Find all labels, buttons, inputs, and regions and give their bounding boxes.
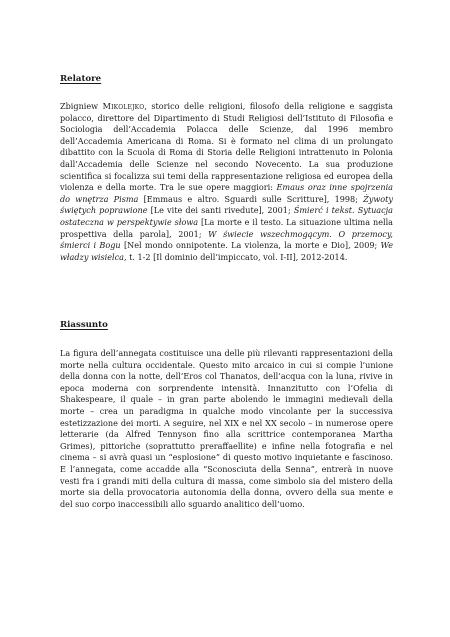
bio-text: , storico delle religioni, filosofo della religione e saggista polacco, direttore del Dipartimento di Studi Religiosi dell’Istituto di Filosofia e Sociologia dell’Accademia Polacca delle Scienze, dal 1996 membro dell’Accademia Americana di Roma. Si è formato nel clima di un prolungato dibattito con la Scuola di Roma di Storia delle Religioni intrattenuto in Polonia dall’Accademia delle Scienze nel secondo Novecento. La sua produzione scientifica si focalizza sui temi della rappresentazione religiosa ed europea della violenza e della morte. Tra le sue opere maggiori: [60, 101, 394, 193]
work-translation: [Nel mondo onnipotente. La violenza, la morte e Dio], 2009; [120, 240, 381, 251]
work-translation: , t. 1-2 [Il dominio dell’impiccato, vol. I-II], 2012-2014. [123, 251, 348, 262]
author-surname: Mikolejko [102, 101, 145, 111]
work-title: We władzy wisielca [60, 240, 393, 262]
work-title: Żywoty świętych poprawione [60, 193, 393, 216]
relatore-heading: Relatore [60, 74, 102, 84]
relatore-bio [60, 101, 393, 263]
work-translation: [Emmaus e altro. Sguardi sulle Scritture], 1998; [138, 193, 364, 204]
work-title: W świecie wszechmogącym. O przemocy, śmierci i Bogu [60, 228, 393, 251]
work-title: Śmierć i tekst. Sytuacja ostateczna w perspektywie słowa [60, 205, 393, 227]
work-title: Emaus oraz inne spojrzenia do wnętrza Pisma [60, 182, 393, 204]
riassunto-heading: Riassunto [60, 320, 108, 330]
work-translation: [Le vite dei santi rivedute], 2001; [147, 205, 294, 216]
author-first-name: Zbigniew [60, 101, 103, 111]
work-translation: [La morte e il testo. La situazione ultima nella prospettiva della parola], 2001; [60, 216, 393, 239]
riassunto-text: La figura dell’annegata costituisce una delle più rilevanti rappresentazioni della morte nella cultura occidentale. Questo mito arcaico in cui si compie l’unione della donna con la notte, dell’Eros col Thanatos, dell’acqua con la luna, rivive in epoca moderna con sorprendente intensità. Innanzitutto con l’Ofelia di Shakespeare, il quale – in gran parte abolendo le immagini medievali della morte – crea un paradigma in qualche modo vincolante per la successiva estetizzazione dei morti. A seguire, nel XIX e nel XX secolo – in numerose opere letterarie (da Alfred Tennyson fino alla scrittrice contemporanea Martha Grimes), pittoriche (soprattutto preraffaellite) e infine nella fotografia e nel cinema – si avrà quasi un “esplosione” di questo motivo inquietante e fascinoso. E l’annegata, come accadde alla “Sconosciuta della Senna”, entrerà in nuove vesti fra i grandi miti della cultura di massa, come simbolo sia del mistero della morte sia della provocatoria autonomia della donna, ovvero della sua mente e del suo corpo inaccessibili allo sguardo analitico dell’uomo. [60, 348, 393, 509]
